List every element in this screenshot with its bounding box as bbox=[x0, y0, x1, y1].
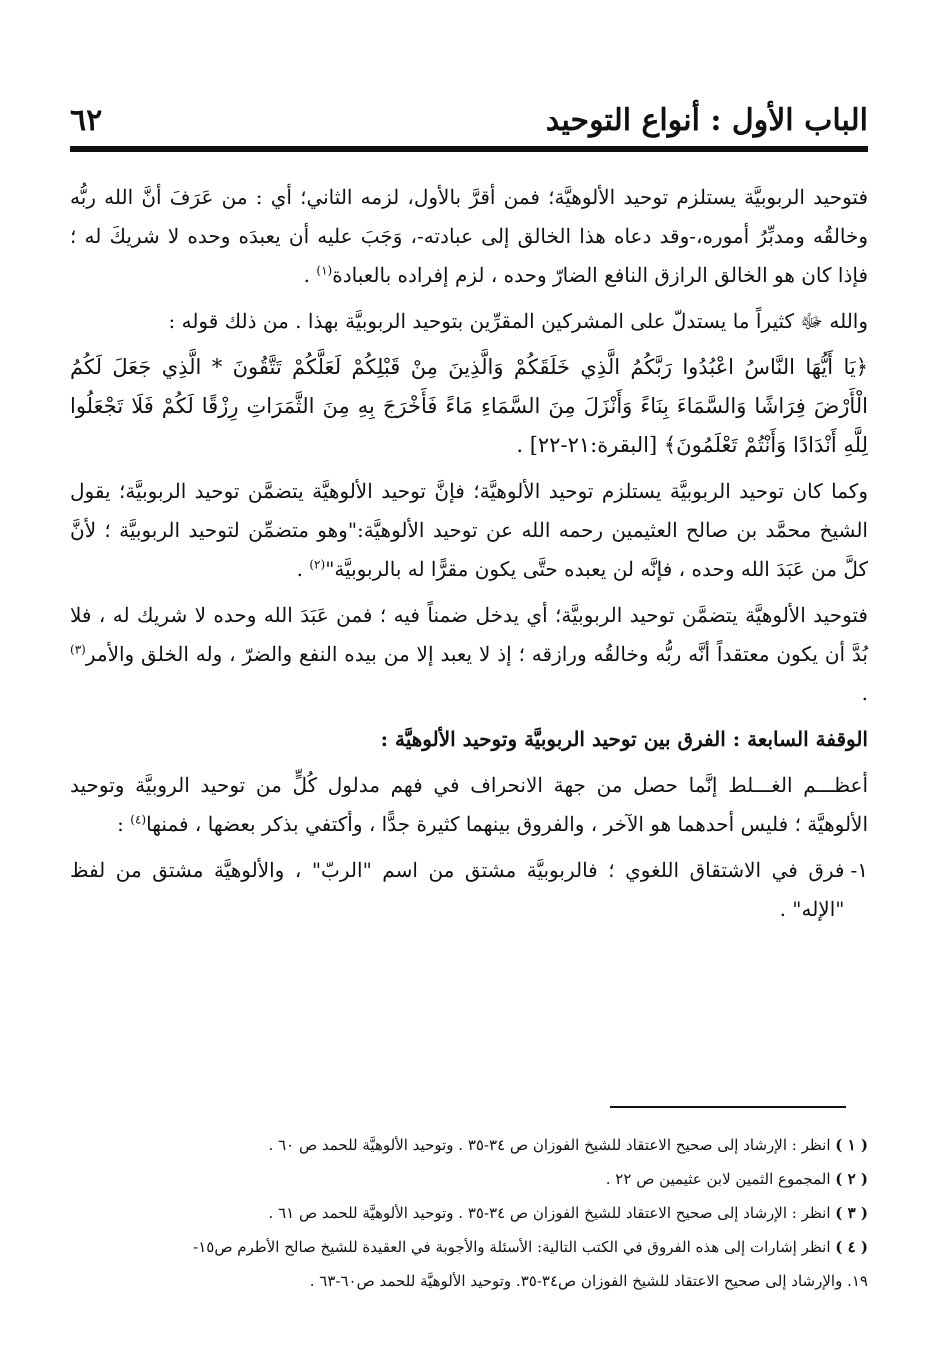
paragraph-4: فتوحيد الألوهيَّة يتضمَّن توحيد الربوبيَّة؛ أي يدخل ضمناً فيه ؛ فمن عَبَدَ الله وحده لا شريك له ، فلا بُدَّ أن يكون معتقداً أنَّه ربُّه وخالقُه ورازقه ؛ إذ لا يعبد إلا من بيده النفع والضرّ ، وله الخلق والأمر$^{(٣)}$ . bbox=[70, 603, 868, 705]
verse-reference: [البقرة:٢١-٢٢] . bbox=[516, 433, 664, 457]
footnote-4: ( ٤ ) انظر إشارات إلى هذه الفروق في الكتب التالية: الأسئلة والأجوبة في العقيدة للشيخ صالح الأطرم ص١٥- bbox=[193, 1238, 868, 1256]
body-text bbox=[70, 178, 868, 936]
footnote-rule bbox=[610, 1106, 846, 1108]
footnote-3: ( ٣ ) انظر : الإرشاد إلى صحيح الاعتقاد للشيخ الفوزان ص ٣٤-٣٥ . وتوحيد الألوهيَّة للحمد ص ٦١ . bbox=[268, 1204, 868, 1222]
list-number: ١- bbox=[850, 858, 868, 882]
footnote-ref-4: (٤) bbox=[130, 812, 147, 827]
paragraph-3: وكما كان توحيد الربوبيَّة يستلزم توحيد الألوهيَّة؛ فإنَّ توحيد الألوهيَّة يتضمَّن توحيد الربوبيَّة؛ يقول الشيخ محمَّد بن صالح العثيمين رحمه الله عن توحيد الألوهيَّة:"وهو متضمِّن لتوحيد الربوبيَّة ؛ لأنَّ كلَّ من عَبَدَ الله وحده ، فإنَّه لن يعبده حتَّى يكون مقرًّا له بالربوبيَّة"$^{(٢)}$ . bbox=[70, 479, 868, 581]
footnotes bbox=[70, 1128, 868, 1298]
page-number: ٦٢ bbox=[70, 103, 103, 138]
paragraph-5: أعظـــم الغـــلط إنَّما حصل من جهة الانحراف في فهم مدلول كُلٍّ من توحيد الروبيَّة وتوحيد الألوهيَّة ؛ فليس أحدهما هو الآخر ، والفروق بينهما كثيرة جدًّا ، وأكتفي بذكر بعضها ، فمنها$^{(٤)}$ : bbox=[70, 773, 868, 836]
section-heading: الوقفة السابعة : الفرق بين توحيد الربوبيَّة وتوحيد الألوهيَّة : bbox=[380, 727, 868, 751]
footnote-4-continued: ١٩. والإرشاد إلى صحيح الاعتقاد للشيخ الفوزان ص٣٤-٣٥. وتوحيد الألوهيَّة للحمد ص٦٠-٦٣ . bbox=[309, 1272, 868, 1290]
header-rule bbox=[70, 146, 868, 152]
footnote-ref-2: (٢) bbox=[309, 557, 326, 572]
list-text: فرق في الاشتقاق اللغوي ؛ فالربوبيَّة مشتق من اسم "الربّ" ، والألوهيَّة مشتق من لفظ "الإله" . bbox=[70, 858, 845, 921]
quran-verse: ﴿يَا أَيُّهَا النَّاسُ اعْبُدُوا رَبَّكُمُ الَّذِي خَلَقَكُمْ وَالَّذِينَ مِنْ قَبْلِكُمْ لَعَلَّكُمْ تَتَّقُونَ * الَّذِي جَعَلَ لَكُمُ الْأَرْضَ فِرَاشًا وَالسَّمَاءَ بِنَاءً وَأَنْزَلَ مِنَ السَّمَاءِ مَاءً فَأَخْرَجَ بِهِ مِنَ الثَّمَرَاتِ رِزْقًا لَكُمْ فَلَا تَجْعَلُوا لِلَّهِ أَنْدَادًا وَأَنْتُمْ تَعْلَمُونَ﴾ [البقرة:٢١-٢٢] . bbox=[70, 355, 868, 457]
footnote-ref-1: (١) bbox=[316, 263, 333, 278]
paragraph-1: فتوحيد الربوبيَّة يستلزم توحيد الألوهيَّة؛ فمن أقرَّ بالأول، لزمه الثاني؛ أي : من عَرَفَ أنَّ الله ربُّه وخالقُه ومدبِّرُ أموره،-وقد دعاه هذا الخالق إلى عبادته-، وَجَبَ عليه أن يعبدَه وحده لا شريكَ له ؛ فإذا كان هو الخالق الرازق النافع الضارّ وحده ، لزم إفراده بالعبادة$^{(١)}$ . bbox=[70, 185, 868, 287]
chapter-title: الباب الأول : أنواع التوحيد bbox=[545, 103, 868, 138]
footnote-1: ( ١ ) انظر : الإرشاد إلى صحيح الاعتقاد للشيخ الفوزان ص ٣٤-٣٥ . وتوحيد الألوهيَّة للحمد ص ٦٠ . bbox=[268, 1136, 868, 1154]
paragraph-2: والله ﷻ كثيراً ما يستدلّ على المشركين المقرِّين بتوحيد الربوبيَّة بهذا . من ذلك قوله : bbox=[168, 309, 868, 333]
footnote-ref-3: (٣) bbox=[70, 642, 86, 657]
page-header bbox=[70, 88, 868, 138]
list-item-1 bbox=[70, 851, 868, 929]
footnote-2: ( ٢ ) المجموع الثمين لابن عثيمين ص ٢٢ . bbox=[605, 1170, 868, 1188]
